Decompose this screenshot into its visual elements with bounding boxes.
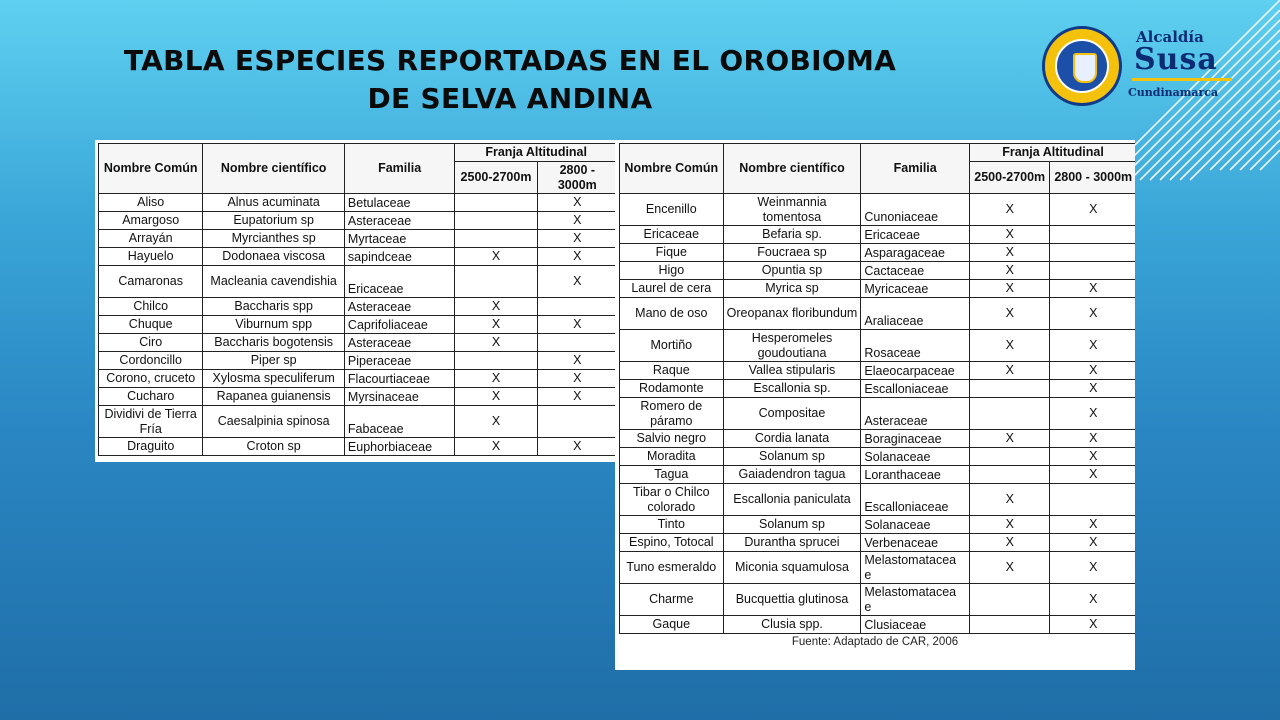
cell-band-1: X	[455, 406, 537, 438]
table-row	[620, 466, 1136, 484]
header-band-2: 2800 - 3000m	[537, 162, 615, 194]
cell-nombre-comun: Ericaceae	[620, 226, 724, 244]
cell-band-2: X	[1050, 448, 1135, 466]
table-row	[620, 430, 1136, 448]
cell-nombre-cientifico: Bucquettia glutinosa	[723, 584, 861, 616]
cell-band-2: X	[537, 248, 615, 266]
cell-familia: Ericaceae	[344, 266, 454, 298]
cell-nombre-comun: Mano de oso	[620, 298, 724, 330]
cell-band-1	[970, 380, 1050, 398]
cell-nombre-cientifico: Escallonia paniculata	[723, 484, 861, 516]
cell-nombre-comun: Chuque	[99, 316, 203, 334]
cell-nombre-comun: Raque	[620, 362, 724, 380]
cell-band-2: X	[537, 212, 615, 230]
cell-nombre-cientifico: Escallonia sp.	[723, 380, 861, 398]
header-franja: Franja Altitudinal	[455, 144, 615, 162]
cell-nombre-comun: Moradita	[620, 448, 724, 466]
cell-familia: Melastomatacea e	[861, 584, 970, 616]
cell-nombre-comun: Amargoso	[99, 212, 203, 230]
cell-nombre-cientifico: Clusia spp.	[723, 616, 861, 634]
cell-nombre-comun: Salvio negro	[620, 430, 724, 448]
cell-band-2: X	[1050, 430, 1135, 448]
cell-band-2: X	[537, 352, 615, 370]
cell-band-1: X	[970, 534, 1050, 552]
cell-nombre-comun: Camaronas	[99, 266, 203, 298]
cell-band-2: X	[1050, 534, 1135, 552]
cell-nombre-comun: Ciro	[99, 334, 203, 352]
cell-nombre-cientifico: Oreopanax floribundum	[723, 298, 861, 330]
logo-alcaldia: Alcaldía	[1136, 28, 1204, 46]
cell-band-1: X	[970, 430, 1050, 448]
cell-familia: Clusiaceae	[861, 616, 970, 634]
cell-nombre-cientifico: Caesalpinia spinosa	[203, 406, 345, 438]
cell-nombre-cientifico: Eupatorium sp	[203, 212, 345, 230]
cell-band-1	[455, 266, 537, 298]
cell-band-1	[455, 194, 537, 212]
header-band-2: 2800 - 3000m	[1050, 162, 1135, 194]
cell-band-1: X	[970, 298, 1050, 330]
cell-band-2: X	[1050, 616, 1135, 634]
table-row	[620, 330, 1136, 362]
cell-band-2	[1050, 226, 1135, 244]
table-row	[620, 244, 1136, 262]
cell-band-1: X	[970, 484, 1050, 516]
cell-familia: Caprifoliaceae	[344, 316, 454, 334]
cell-familia: Rosaceae	[861, 330, 970, 362]
cell-familia: sapindceae	[344, 248, 454, 266]
cell-familia: Verbenaceae	[861, 534, 970, 552]
slide-title	[100, 42, 920, 118]
cell-nombre-comun: Encenillo	[620, 194, 724, 226]
cell-band-2: X	[537, 370, 615, 388]
cell-band-2: X	[1050, 552, 1135, 584]
cell-nombre-comun: Draguito	[99, 438, 203, 456]
cell-nombre-cientifico: Weinmannia tomentosa	[723, 194, 861, 226]
cell-nombre-cientifico: Alnus acuminata	[203, 194, 345, 212]
title-line-2: DE SELVA ANDINA	[367, 82, 653, 115]
table-row	[99, 298, 616, 316]
table-row	[99, 212, 616, 230]
cell-familia: Escalloniaceae	[861, 484, 970, 516]
cell-nombre-comun: Hayuelo	[99, 248, 203, 266]
table-row	[620, 280, 1136, 298]
cell-band-2: X	[537, 388, 615, 406]
cell-familia: Boraginaceae	[861, 430, 970, 448]
table-row	[620, 534, 1136, 552]
cell-band-2	[1050, 484, 1135, 516]
table-row	[620, 616, 1136, 634]
table-row	[620, 448, 1136, 466]
cell-band-2: X	[1050, 362, 1135, 380]
cell-nombre-comun: Espino, Totocal	[620, 534, 724, 552]
header-familia: Familia	[344, 144, 454, 194]
cell-familia: Cunoniaceae	[861, 194, 970, 226]
cell-band-1: X	[455, 298, 537, 316]
cell-nombre-comun: Arrayán	[99, 230, 203, 248]
header-nombre-cientifico: Nombre científico	[723, 144, 861, 194]
table-row	[620, 262, 1136, 280]
cell-band-1: X	[455, 370, 537, 388]
cell-band-2	[1050, 244, 1135, 262]
cell-nombre-cientifico: Macleania cavendishia	[203, 266, 345, 298]
header-nombre-comun: Nombre Común	[99, 144, 203, 194]
cell-band-2: X	[1050, 298, 1135, 330]
cell-familia: Loranthaceae	[861, 466, 970, 484]
header-familia: Familia	[861, 144, 970, 194]
cell-nombre-cientifico: Hesperomeles goudoutiana	[723, 330, 861, 362]
left-species-table	[98, 143, 615, 456]
cell-nombre-comun: Gaque	[620, 616, 724, 634]
cell-nombre-cientifico: Foucraea sp	[723, 244, 861, 262]
title-line-1: TABLA ESPECIES REPORTADAS EN EL OROBIOMA	[123, 44, 897, 77]
cell-band-1: X	[970, 226, 1050, 244]
cell-band-1	[970, 466, 1050, 484]
cell-familia: Araliaceae	[861, 298, 970, 330]
cell-band-1: X	[455, 388, 537, 406]
cell-band-1: X	[970, 244, 1050, 262]
cell-nombre-cientifico: Myrica sp	[723, 280, 861, 298]
header-nombre-comun: Nombre Común	[620, 144, 724, 194]
cell-nombre-comun: Aliso	[99, 194, 203, 212]
cell-nombre-comun: Laurel de cera	[620, 280, 724, 298]
cell-band-2: X	[537, 316, 615, 334]
table-row	[620, 552, 1136, 584]
cell-nombre-cientifico: Viburnum spp	[203, 316, 345, 334]
alcaldia-logo	[1040, 24, 1240, 110]
cell-nombre-comun: Tuno esmeraldo	[620, 552, 724, 584]
cell-nombre-cientifico: Opuntia sp	[723, 262, 861, 280]
cell-familia: Ericaceae	[861, 226, 970, 244]
cell-nombre-cientifico: Xylosma speculiferum	[203, 370, 345, 388]
table-row	[620, 380, 1136, 398]
cell-nombre-cientifico: Myrcianthes sp	[203, 230, 345, 248]
cell-nombre-comun: Tibar o Chilco colorado	[620, 484, 724, 516]
logo-underline	[1132, 78, 1232, 81]
cell-nombre-comun: Dividivi de Tierra Fría	[99, 406, 203, 438]
cell-familia: Myricaceae	[861, 280, 970, 298]
cell-band-1: X	[455, 334, 537, 352]
cell-band-1	[455, 212, 537, 230]
cell-familia: Escalloniaceae	[861, 380, 970, 398]
cell-band-1: X	[970, 330, 1050, 362]
cell-familia: Betulaceae	[344, 194, 454, 212]
cell-band-1: X	[970, 362, 1050, 380]
table-row	[620, 298, 1136, 330]
cell-nombre-comun: Cucharo	[99, 388, 203, 406]
cell-familia: Myrtaceae	[344, 230, 454, 248]
right-species-table-panel	[615, 140, 1135, 670]
cell-band-2	[537, 298, 615, 316]
cell-nombre-cientifico: Cordia lanata	[723, 430, 861, 448]
cell-familia: Solanaceae	[861, 448, 970, 466]
cell-band-2: X	[1050, 398, 1135, 430]
cell-familia: Solanaceae	[861, 516, 970, 534]
cell-nombre-cientifico: Befaria sp.	[723, 226, 861, 244]
cell-nombre-comun: Tinto	[620, 516, 724, 534]
cell-band-2: X	[1050, 280, 1135, 298]
cell-band-2	[537, 406, 615, 438]
table-row	[99, 438, 616, 456]
cell-nombre-cientifico: Durantha sprucei	[723, 534, 861, 552]
cell-nombre-cientifico: Gaiadendron tagua	[723, 466, 861, 484]
cell-band-2: X	[1050, 584, 1135, 616]
cell-nombre-comun: Rodamonte	[620, 380, 724, 398]
cell-familia: Flacourtiaceae	[344, 370, 454, 388]
cell-band-2: X	[1050, 380, 1135, 398]
cell-nombre-comun: Romero de páramo	[620, 398, 724, 430]
table-row	[99, 266, 616, 298]
cell-nombre-cientifico: Solanum sp	[723, 516, 861, 534]
cell-nombre-comun: Cordoncillo	[99, 352, 203, 370]
cell-nombre-comun: Chilco	[99, 298, 203, 316]
cell-nombre-cientifico: Vallea stipularis	[723, 362, 861, 380]
header-nombre-cientifico: Nombre científico	[203, 144, 345, 194]
table-row	[620, 516, 1136, 534]
cell-band-1: X	[970, 516, 1050, 534]
cell-nombre-comun: Fique	[620, 244, 724, 262]
cell-familia: Asteraceae	[344, 298, 454, 316]
cell-nombre-cientifico: Croton sp	[203, 438, 345, 456]
cell-band-1: X	[970, 280, 1050, 298]
cell-nombre-comun: Mortiño	[620, 330, 724, 362]
cell-nombre-cientifico: Miconia squamulosa	[723, 552, 861, 584]
cell-band-1	[455, 230, 537, 248]
cell-nombre-cientifico: Compositae	[723, 398, 861, 430]
header-band-1: 2500-2700m	[970, 162, 1050, 194]
cell-nombre-cientifico: Piper sp	[203, 352, 345, 370]
header-franja: Franja Altitudinal	[970, 144, 1135, 162]
cell-nombre-comun: Higo	[620, 262, 724, 280]
cell-nombre-cientifico: Rapanea guianensis	[203, 388, 345, 406]
cell-familia: Euphorbiaceae	[344, 438, 454, 456]
cell-band-1: X	[970, 194, 1050, 226]
cell-band-2: X	[1050, 330, 1135, 362]
table-row	[99, 406, 616, 438]
shield-icon	[1073, 53, 1097, 83]
cell-familia: Asparagaceae	[861, 244, 970, 262]
table-source: Fuente: Adaptado de CAR, 2006	[791, 636, 959, 648]
cell-band-1: X	[455, 248, 537, 266]
table-row	[620, 484, 1136, 516]
table-row	[99, 316, 616, 334]
cell-familia: Asteraceae	[861, 398, 970, 430]
cell-familia: Melastomatacea e	[861, 552, 970, 584]
cell-familia: Elaeocarpaceae	[861, 362, 970, 380]
cell-familia: Piperaceae	[344, 352, 454, 370]
cell-band-2: X	[537, 438, 615, 456]
right-species-table	[619, 143, 1135, 634]
cell-band-2: X	[537, 194, 615, 212]
cell-nombre-comun: Tagua	[620, 466, 724, 484]
left-species-table-panel	[95, 140, 615, 462]
table-row	[620, 362, 1136, 380]
logo-town: Susa	[1134, 42, 1218, 77]
cell-band-2	[537, 334, 615, 352]
table-row	[620, 226, 1136, 244]
logo-region: Cundinamarca	[1128, 86, 1219, 99]
cell-band-2: X	[537, 266, 615, 298]
cell-nombre-cientifico: Solanum sp	[723, 448, 861, 466]
table-row	[99, 388, 616, 406]
cell-band-1	[970, 584, 1050, 616]
cell-band-1: X	[970, 262, 1050, 280]
cell-nombre-comun: Charme	[620, 584, 724, 616]
table-row	[99, 334, 616, 352]
municipal-seal	[1042, 26, 1122, 106]
cell-band-1	[970, 616, 1050, 634]
table-row	[99, 194, 616, 212]
cell-band-1	[970, 398, 1050, 430]
cell-band-2: X	[537, 230, 615, 248]
cell-band-1: X	[455, 316, 537, 334]
table-row	[99, 370, 616, 388]
cell-nombre-cientifico: Dodonaea viscosa	[203, 248, 345, 266]
cell-familia: Asteraceae	[344, 212, 454, 230]
cell-band-1: X	[970, 552, 1050, 584]
cell-familia: Fabaceae	[344, 406, 454, 438]
cell-nombre-comun: Corono, cruceto	[99, 370, 203, 388]
cell-band-1	[455, 352, 537, 370]
cell-band-1	[970, 448, 1050, 466]
cell-nombre-cientifico: Baccharis bogotensis	[203, 334, 345, 352]
cell-familia: Asteraceae	[344, 334, 454, 352]
cell-nombre-cientifico: Baccharis spp	[203, 298, 345, 316]
table-row	[620, 194, 1136, 226]
cell-familia: Myrsinaceae	[344, 388, 454, 406]
cell-band-2	[1050, 262, 1135, 280]
table-row	[620, 398, 1136, 430]
cell-band-2: X	[1050, 466, 1135, 484]
table-row	[99, 352, 616, 370]
cell-band-2: X	[1050, 194, 1135, 226]
header-band-1: 2500-2700m	[455, 162, 537, 194]
cell-band-1: X	[455, 438, 537, 456]
cell-familia: Cactaceae	[861, 262, 970, 280]
cell-band-2: X	[1050, 516, 1135, 534]
table-row	[99, 248, 616, 266]
table-row	[620, 584, 1136, 616]
table-row	[99, 230, 616, 248]
